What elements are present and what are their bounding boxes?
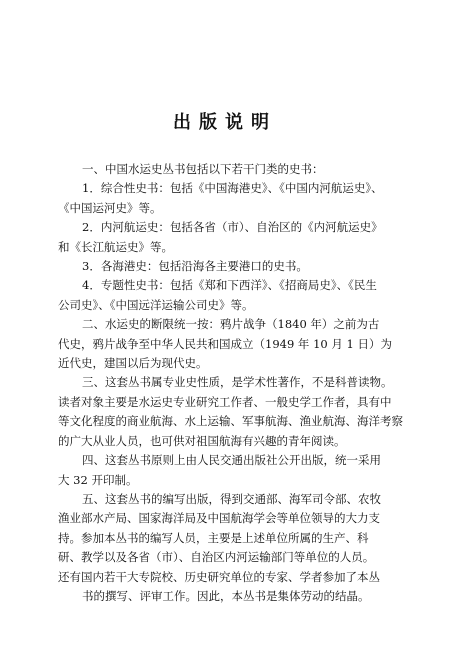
text-line: 3．各海港史：包括沿海各主要港口的史书。 <box>82 259 308 274</box>
text-line: 代史，鸦片战争至中华人民共和国成立（1949 年 10 月 1 日）为 <box>58 336 392 351</box>
page-title: 出版说明 <box>173 112 277 133</box>
text-line: 书的撰写、评审工作。因此，本丛书是集体劳动的结晶。 <box>82 588 370 603</box>
text-line: 渔业部水产局、国家海洋局及中国航海学会等单位领导的大力支 <box>58 511 380 526</box>
text-line: 和《长江航运史》等。 <box>58 239 173 254</box>
text-line: 四、这套丛书原则上由人民交通出版社公开出版，统一采用 <box>82 453 381 468</box>
text-line: 大 32 开印制。 <box>58 472 138 487</box>
text-line: 五、这套丛书的编写出版，得到交通部、海军司令部、农牧 <box>82 491 381 506</box>
text-line: 二、水运史的断限统一按：鸦片战争（1840 年）之前为古 <box>82 317 380 332</box>
text-line: 等文化程度的商业航海、水上运输、军事航海、渔业航海、海洋考察 <box>58 414 403 429</box>
text-line: 读者对象主要是水运史专业研究工作者、一般史学工作者，具有中 <box>58 394 392 409</box>
text-line: 1．综合性史书：包括《中国海港史》、《中国内河航运史》、 <box>82 181 383 196</box>
text-line: 研、教学以及各省（市）、自治区内河运输部门等单位的人员。 <box>58 550 375 565</box>
text-line: 《中国运河史》等。 <box>58 200 162 215</box>
text-line: 4．专题性史书：包括《郑和下西洋》、《招商局史》、《民生 <box>82 278 377 293</box>
text-line: 一、中国水运史丛书包括以下若干门类的史书： <box>82 162 324 176</box>
text-line: 的广大从业人员，也可供对祖国航海有兴趣的青年阅读。 <box>58 433 346 448</box>
text-line: 2．内河航运史：包括各省（市）、自治区的《内河航运史》 <box>82 220 383 235</box>
text-line: 三、这套丛书属专业史性质，是学术性著作，不是科普读物。 <box>82 375 393 390</box>
text-line: 持。参加本丛书的编写人员，主要是上述单位所属的生产、科 <box>58 530 369 545</box>
document-body <box>58 160 403 606</box>
text-line: 近代史，建国以后为现代史。 <box>58 356 208 371</box>
text-line: 还有国内若干大专院校、历史研究单位的专家、学者参加了本丛 <box>58 569 380 584</box>
text-line: 公司史》、《中国远洋运输公司史》等。 <box>58 297 254 312</box>
